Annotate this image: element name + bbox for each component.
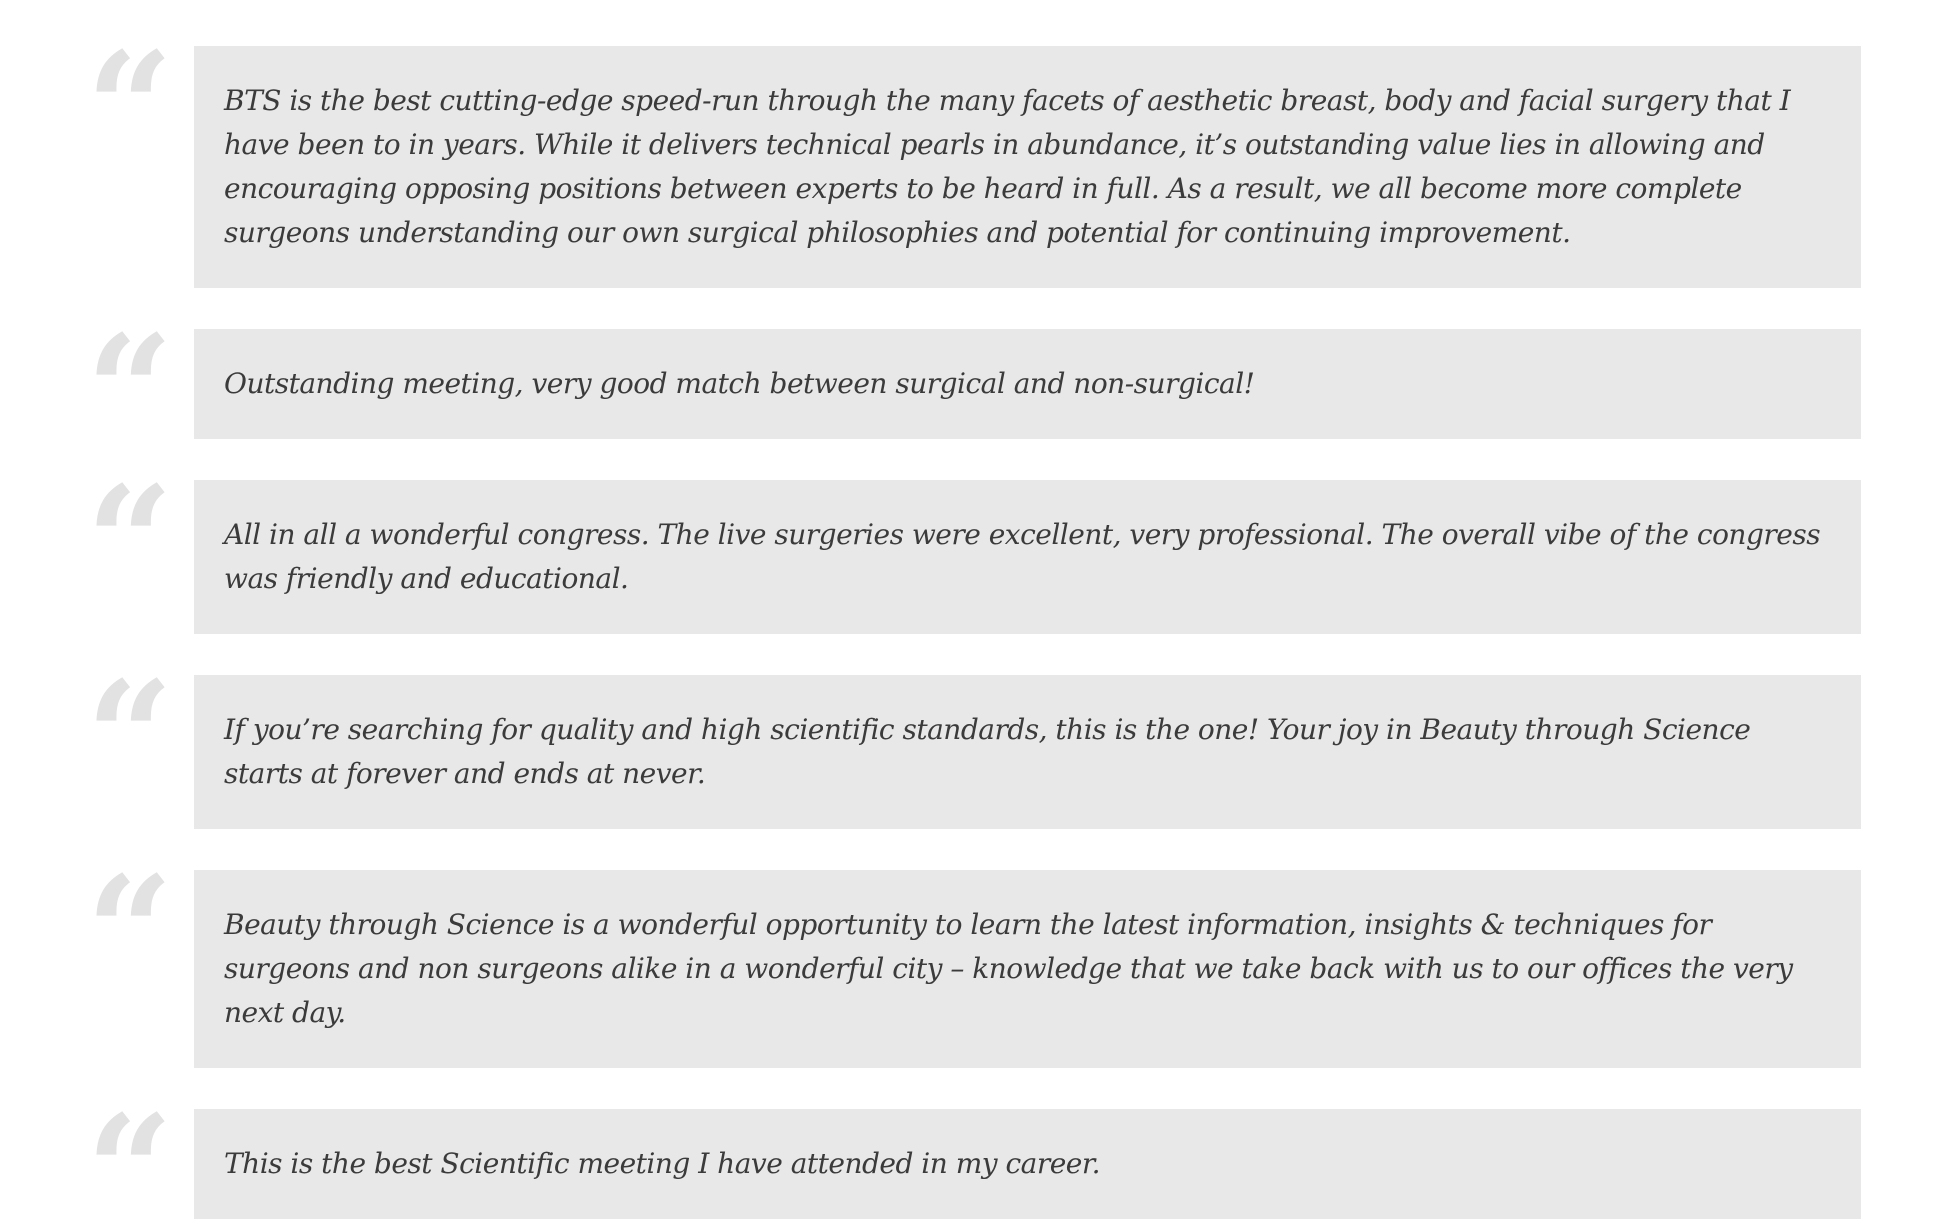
testimonial-item (0, 842, 1934, 1068)
quote-icon: “ (86, 452, 174, 631)
testimonial-item (0, 452, 1934, 634)
quote-icon: “ (86, 18, 174, 197)
testimonial-text: Beauty through Science is a wonderful opportunity to learn the latest information, insights & techniques for surgeons and non surgeons alike in a wonderful city – knowledge that we take back with us to our offices the very next day. (224, 908, 1793, 1029)
testimonial-box (194, 675, 1861, 829)
testimonial-item (0, 301, 1934, 480)
testimonial-box (194, 46, 1861, 288)
quote-icon: “ (86, 1081, 174, 1232)
testimonial-item (0, 1081, 1934, 1232)
testimonial-text: This is the best Scientific meeting I have attended in my career. (224, 1147, 1101, 1180)
testimonial-text: Outstanding meeting, very good match between surgical and non-surgical! (224, 367, 1255, 400)
quote-icon: “ (86, 647, 174, 826)
testimonial-text: BTS is the best cutting-edge speed-run through the many facets of aesthetic breast, body and facial surgery that I have been to in years. While it delivers technical pearls in abundance, it’s outstanding value lies in allowing and encouraging opposing positions between experts to be heard in full. As a result, we all become more complete surgeons understanding our own surgical philosophies and potential for continuing improvement. (224, 84, 1791, 249)
testimonial-box (194, 329, 1861, 439)
quote-icon: “ (86, 842, 174, 1021)
testimonial-text: If you’re searching for quality and high scientific standards, this is the one! Your joy in Beauty through Science starts at forever and ends at never. (224, 713, 1751, 790)
testimonial-box (194, 1109, 1861, 1219)
testimonial-item (0, 647, 1934, 829)
testimonial-item (0, 18, 1934, 288)
quote-icon: “ (86, 301, 174, 480)
testimonial-box (194, 870, 1861, 1068)
testimonial-box (194, 480, 1861, 634)
testimonial-text: All in all a wonderful congress. The live surgeries were excellent, very professional. The overall vibe of the congress was friendly and educational. (224, 518, 1821, 595)
